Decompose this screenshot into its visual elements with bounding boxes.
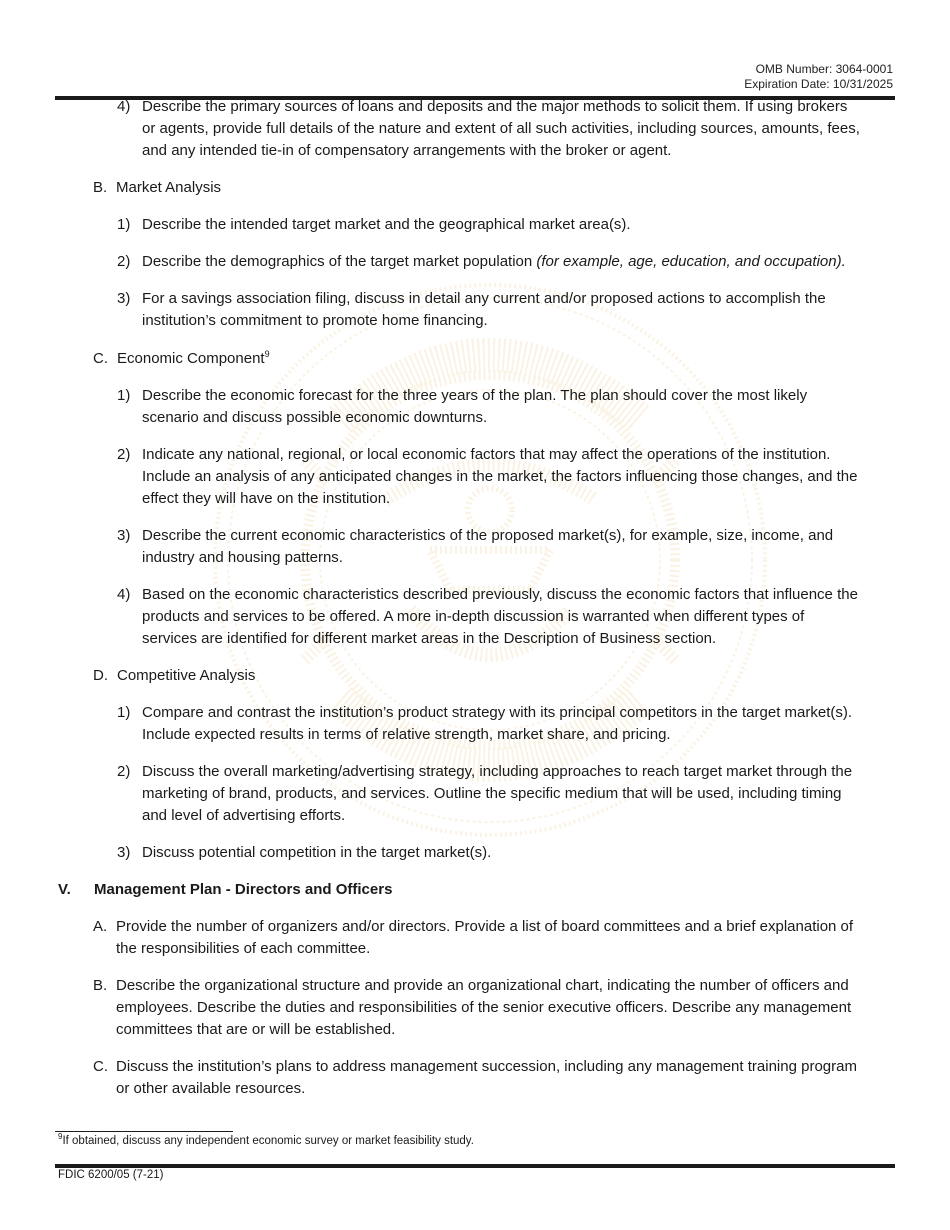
c3-line-2: industry and housing patterns. bbox=[142, 549, 343, 566]
c1-line-2: scenario and discuss possible economic downturns. bbox=[142, 409, 488, 426]
d2-line-3: and level of advertising efforts. bbox=[142, 807, 346, 824]
d3-number: 3) bbox=[117, 844, 131, 861]
expiration-date: Expiration Date: 10/31/2025 bbox=[744, 77, 893, 91]
c3-number: 3) bbox=[117, 527, 131, 544]
d1-line-1: Compare and contrast the institution’s product strategy with its principal competitors in the target market(s). bbox=[142, 704, 853, 721]
b2-line-1 bbox=[142, 251, 846, 273]
d1-line-2: Include expected results in terms of relative strength, market share, and pricing. bbox=[142, 726, 671, 743]
vb-line-1: Describe the organizational structure and provide an organizational chart, indicating the number of officers and bbox=[116, 977, 849, 994]
d1-number: 1) bbox=[117, 704, 131, 721]
c1-line-1: Describe the economic forecast for the three years of the plan. The plan should cover the most likely bbox=[142, 387, 808, 404]
c4-line-3: services are identified for different market areas in the Description of Business section. bbox=[142, 630, 717, 647]
va-line-1: Provide the number of organizers and/or directors. Provide a list of board committees and a brief explanation of bbox=[116, 918, 854, 935]
c4-line-1: Based on the economic characteristics described previously, discuss the economic factors that influence the bbox=[142, 586, 858, 603]
section-v-title: Management Plan - Directors and Officers bbox=[94, 881, 393, 898]
b2-number: 2) bbox=[117, 253, 131, 270]
footnote-text: If obtained, discuss any independent economic survey or market feasibility study. bbox=[62, 1135, 474, 1147]
c2-line-3: effect they will have on the institution. bbox=[142, 490, 391, 507]
section-c-title bbox=[117, 348, 270, 370]
item-a4-line-3: and any intended tie-in of compensatory arrangements with the broker or agent. bbox=[142, 142, 672, 159]
c2-line-1: Indicate any national, regional, or local economic factors that may affect the operations of the institution. bbox=[142, 446, 831, 463]
section-d-title: Competitive Analysis bbox=[117, 667, 256, 684]
omb-header bbox=[744, 62, 893, 92]
c4-line-2: products and services to be offered. A more in-depth discussion is warranted when different types of bbox=[142, 608, 805, 625]
section-b-label: B. bbox=[93, 179, 108, 196]
b1-line-1: Describe the intended target market and the geographical market area(s). bbox=[142, 216, 631, 233]
c3-line-1: Describe the current economic characteristics of the proposed market(s), for example, size, income, and bbox=[142, 527, 834, 544]
omb-number: OMB Number: 3064-0001 bbox=[755, 62, 893, 76]
va-label: A. bbox=[93, 918, 108, 935]
b2-text: Describe the demographics of the target market population bbox=[142, 253, 537, 270]
b3-line-1: For a savings association filing, discuss in detail any current and/or proposed actions to accomplish the bbox=[142, 290, 826, 307]
section-d-label: D. bbox=[93, 667, 108, 684]
vc-label: C. bbox=[93, 1058, 108, 1075]
c4-number: 4) bbox=[117, 586, 131, 603]
bottom-rule bbox=[55, 1164, 895, 1168]
vb-line-2: employees. Describe the duties and responsibilities of the senior executive officers. Describe any management bbox=[116, 999, 852, 1016]
section-v-label: V. bbox=[58, 881, 71, 898]
c1-number: 1) bbox=[117, 387, 131, 404]
va-line-2: the responsibilities of each committee. bbox=[116, 940, 371, 957]
footnote-rule bbox=[55, 1131, 233, 1132]
item-a4-line-1: Describe the primary sources of loans and deposits and the major methods to solicit them. If using brokers bbox=[142, 98, 848, 115]
vb-label: B. bbox=[93, 977, 108, 994]
d3-line-1: Discuss potential competition in the target market(s). bbox=[142, 844, 492, 861]
d2-number: 2) bbox=[117, 763, 131, 780]
section-b-title: Market Analysis bbox=[116, 179, 222, 196]
b3-number: 3) bbox=[117, 290, 131, 307]
b3-line-2: institution’s commitment to promote home financing. bbox=[142, 312, 488, 329]
vc-line-1: Discuss the institution’s plans to address management succession, including any management training program bbox=[116, 1058, 857, 1075]
footnote-ref-9[interactable]: 9 bbox=[264, 349, 270, 359]
footnote bbox=[58, 1134, 474, 1148]
b2-italic: (for example, age, education, and occupation). bbox=[536, 253, 846, 270]
item-a4-line-2: or agents, provide full details of the nature and extent of all such activities, including sources, amounts, fees, bbox=[142, 120, 860, 137]
c2-number: 2) bbox=[117, 446, 131, 463]
form-id: FDIC 6200/05 (7-21) bbox=[58, 1169, 164, 1181]
b1-number: 1) bbox=[117, 216, 131, 233]
c2-line-2: Include an analysis of any anticipated changes in the market, the factors influencing those changes, and the bbox=[142, 468, 858, 485]
d2-line-1: Discuss the overall marketing/advertising strategy, including approaches to reach target market through the bbox=[142, 763, 853, 780]
footnote-marker: 9 bbox=[58, 1132, 63, 1141]
item-a4-number: 4) bbox=[117, 98, 131, 115]
vc-line-2: or other available resources. bbox=[116, 1080, 306, 1097]
section-c-title-text: Economic Component bbox=[117, 350, 265, 367]
section-c-label: C. bbox=[93, 350, 108, 367]
d2-line-2: marketing of brand, products, and services. Outline the specific medium that will be used, including timing bbox=[142, 785, 842, 802]
vb-line-3: committees that are or will be established. bbox=[116, 1021, 396, 1038]
